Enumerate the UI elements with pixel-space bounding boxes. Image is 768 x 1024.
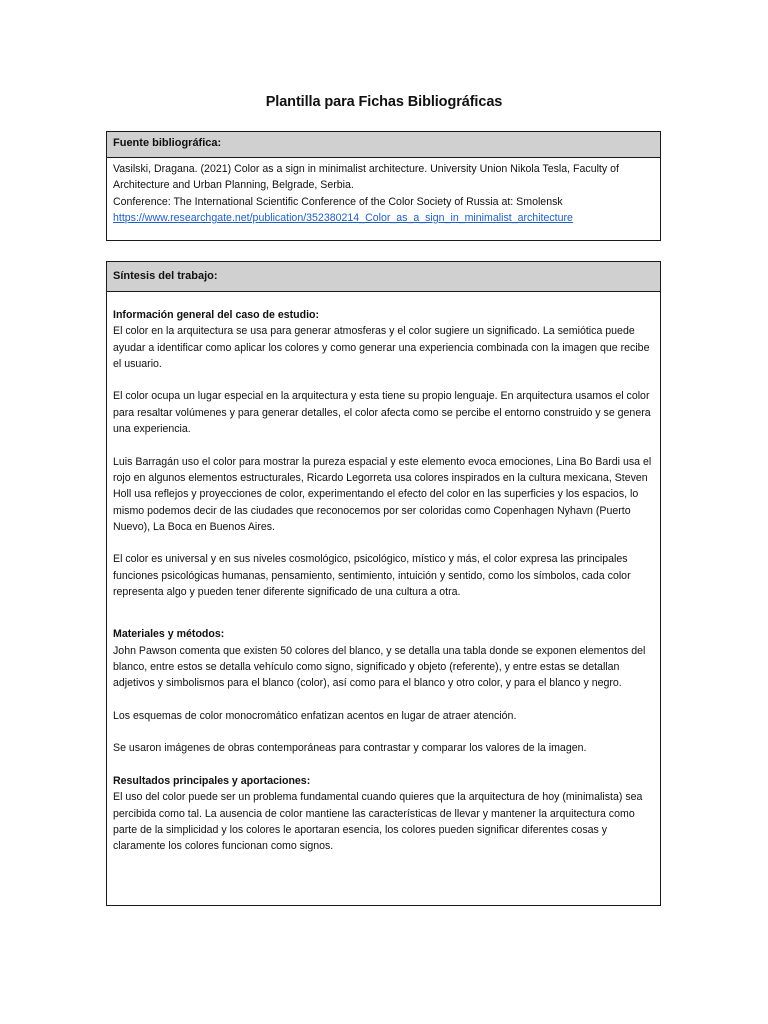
general-info-title: Información general del caso de estudio: <box>113 309 320 321</box>
methods-paragraph-2: Los esquemas de color monocromático enfatizan acentos en lugar de atraer atención. <box>113 709 517 722</box>
general-paragraph-1: El color en la arquitectura se usa para generar atmosferas y el color sugiere un significado. La semiótica puede ayudar a identificar como aplicar los colores y como generar una experiencia combinada con la imagen que recibe el usuario. <box>113 325 650 370</box>
synthesis-header: Síntesis del trabajo: <box>107 262 660 292</box>
general-paragraph-4: El color es universal y en sus niveles cosmológico, psicológico, místico y más, el color expresa las principales funciones psicológicas humanas, pensamiento, sentimiento, intuición y sentido, como los símbolos, cada color representa algo y pueden tener diferente significado de una cultura a otra. <box>113 553 631 599</box>
source-link[interactable]: https://www.researchgate.net/publication/352380214_Color_as_a_sign_in_minimalist_architecture <box>113 211 573 224</box>
synthesis-body <box>107 292 660 855</box>
general-paragraph-2: El color ocupa un lugar especial en la arquitectura y esta tiene su propio lenguaje. En arquitectura usamos el color para resaltar volúmenes y para generar detalles, el color afecta como se percibe el entorno construido y se genera una experiencia. <box>113 390 651 436</box>
source-header: Fuente bibliográfica: <box>107 132 660 158</box>
results-paragraph-1: El uso del color puede ser un problema fundamental cuando quieres que la arquitectura de hoy (minimalista) sea percibida como tal. La ausencia de color mantiene las características de llevar y mantener la arquitectura como parte de la simplicidad y los colores le aportaran esencia, los colores pueden significar diferentes cosas y claramente los colores funcionan como signos. <box>113 791 643 853</box>
methods-title: Materiales y métodos: <box>113 628 225 641</box>
page-title: Plantilla para Fichas Bibliográficas <box>265 94 503 110</box>
methods-paragraph-3: Se usaron imágenes de obras contemporáneas para contrastar y comparar los valores de la imagen. <box>113 742 587 755</box>
results-title: Resultados principales y aportaciones: <box>113 775 311 788</box>
source-citation: Vasilski, Dragana. (2021) Color as a sign in minimalist architecture. University Union Nikola Tesla, Faculty of Architecture and Urban Planning, Belgrade, Serbia. <box>113 163 619 192</box>
synthesis-box <box>106 261 661 906</box>
source-conference: Conference: The International Scientific Conference of the Color Society of Russia at: Smolensk <box>113 195 563 208</box>
source-box <box>106 131 661 241</box>
source-body <box>107 158 660 226</box>
methods-paragraph-1: John Pawson comenta que existen 50 colores del blanco, y se detalla una tabla donde se exponen elementos del blanco, entre estos se detalla vehículo como signo, significado y objeto (referente), y entre estas se detallan adjetivos y simbolismos para el blanco (color), así como para el blanco y otro color, y para el blanco y negro. <box>113 644 646 690</box>
general-paragraph-3: Luis Barragán uso el color para mostrar la pureza espacial y este elemento evoca emociones, Lina Bo Bardi usa el rojo en algunos elementos estructurales, Ricardo Legorreta usa colores inspirados en la cultura mexicana, Steven Holl usa reflejos y proyecciones de color, experimentando el efecto del color en las superficies y los espacios, lo mismo podemos decir de las ciudades que reconocemos por ser coloridas como Copenhagen Nyhavn (Puerto Nuevo), La Boca en Buenos Aires. <box>113 455 652 533</box>
